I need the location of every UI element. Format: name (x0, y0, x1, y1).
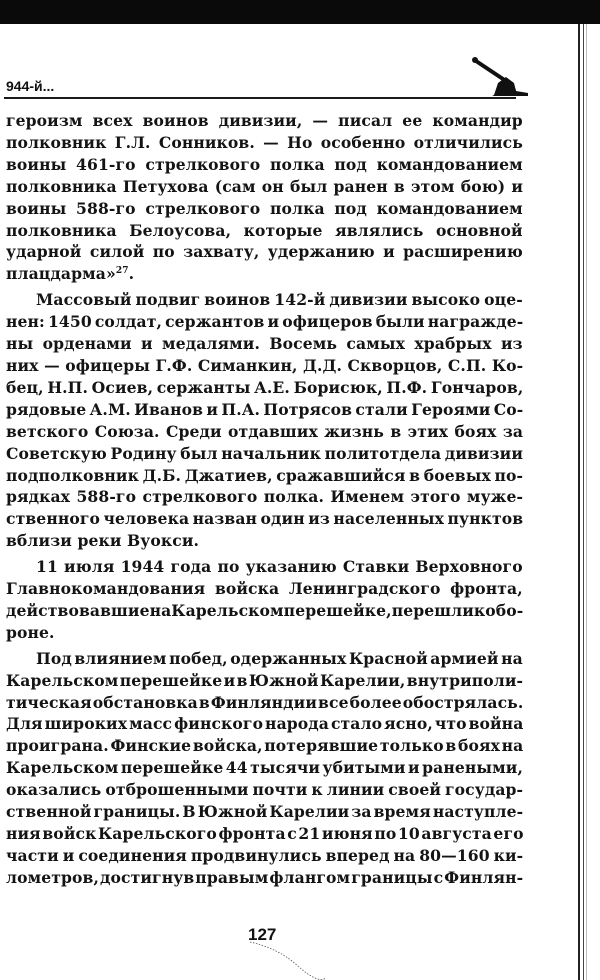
text-line: тическая обстановка в Финляндии все более обострялась. (6, 692, 524, 712)
text-line: полковника Петухова (сам он был ранен в этом бою) и (6, 176, 524, 196)
text-line: воины 588-го стрелкового полка под командованием (6, 198, 523, 218)
text-line: ственного человека назван один из населенных пунктов (6, 509, 524, 529)
paragraph-3 (6, 556, 524, 644)
text-line: рядках 588-го стрелкового полка. Именем этого муже- (6, 487, 524, 507)
text-line: оказались отброшенными почти к линии своей государ- (6, 780, 524, 800)
text-line: ударной силой по захвату, удержанию и расширению (6, 242, 523, 262)
text-fragment: . (128, 264, 135, 284)
text-line: ны орденами и медалями. Восемь самых храбрых из (6, 334, 523, 354)
text-line: ния войск Карельского фронта с 21 июня по 10 августа его (6, 824, 524, 843)
page-top-black-band (0, 0, 600, 24)
spine-line (586, 24, 587, 980)
text-line: части и соединения продвинулись вперед на 80—160 ки- (6, 845, 524, 865)
text-line: роне. (6, 622, 55, 642)
artillery-gun-icon (470, 55, 532, 97)
body-text (6, 110, 524, 889)
text-line: Карельском перешейке и в Южной Карелии, внутриполи- (6, 670, 524, 690)
text-line: Советскую Родину был начальник политотдела дивизии (6, 443, 523, 463)
paragraph-1 (6, 110, 524, 285)
text-line: них — офицеры Г.Ф. Симанкин, Д.Д. Скворцов, С.П. Ко- (6, 355, 524, 375)
text-line: лометров, достигнув правым флангом границы с Финлян- (6, 867, 524, 887)
text-line: Для широких масс финского народа стало ясно, что война (6, 714, 524, 734)
text-line: действовавшие на Карельском перешейке, перешли к обо- (6, 600, 524, 620)
text-fragment: плацдарма» (6, 264, 116, 284)
paragraph-4 (6, 648, 524, 889)
text-line: подполковник Д.Б. Джатиев, сражавшийся в боевых по- (6, 465, 524, 485)
text-line: полковник Г.Л. Сонников. — Но особенно отличились (6, 132, 523, 152)
spine-line (583, 24, 584, 980)
text-line: Главнокомандования войска Ленинградского фронта, (6, 579, 523, 599)
book-spine-edge (578, 24, 600, 980)
spine-line (578, 24, 580, 980)
text-line: нен: 1450 солдат, сержантов и офицеров были награжде- (6, 312, 524, 332)
text-line: рядовые А.М. Иванов и П.А. Потрясов стали Героями Со- (6, 399, 524, 419)
text-line: героизм всех воинов дивизии, — писал ее командир (6, 111, 523, 130)
page-number: 127 (248, 925, 277, 944)
footnote-reference: 27 (115, 266, 129, 277)
text-line: ственной границы. В Южной Карелии за время наступле- (6, 802, 524, 822)
page-curl-mark (248, 940, 328, 980)
text-line: вблизи реки Вуокси. (6, 531, 200, 551)
text-line: Массовый подвиг воинов 142-й дивизии высоко оце- (36, 290, 523, 310)
text-line: проиграна. Финские войска, потерявшие только в боях на (6, 736, 524, 756)
header-rule (4, 97, 516, 99)
text-line: полковника Белоусова, которые являлись основной (6, 220, 523, 240)
paragraph-2 (6, 289, 524, 552)
running-head-title: 944-й... (6, 78, 55, 94)
text-line: бец, Н.П. Осиев, сержанты А.Е. Борисюк, П.Ф. Гончаров, (6, 377, 524, 397)
text-line (6, 263, 518, 285)
text-line: ветского Союза. Среди отдавших жизнь в этих боях за (6, 421, 524, 441)
text-line: Карельском перешейке 44 тысячи убитыми и ранеными, (6, 758, 523, 778)
text-line: Под влиянием побед, одержанных Красной армией на (36, 648, 523, 668)
text-line: 11 июля 1944 года по указанию Ставки Верховного (36, 557, 523, 577)
text-line: воины 461-го стрелкового полка под командованием (6, 154, 523, 174)
